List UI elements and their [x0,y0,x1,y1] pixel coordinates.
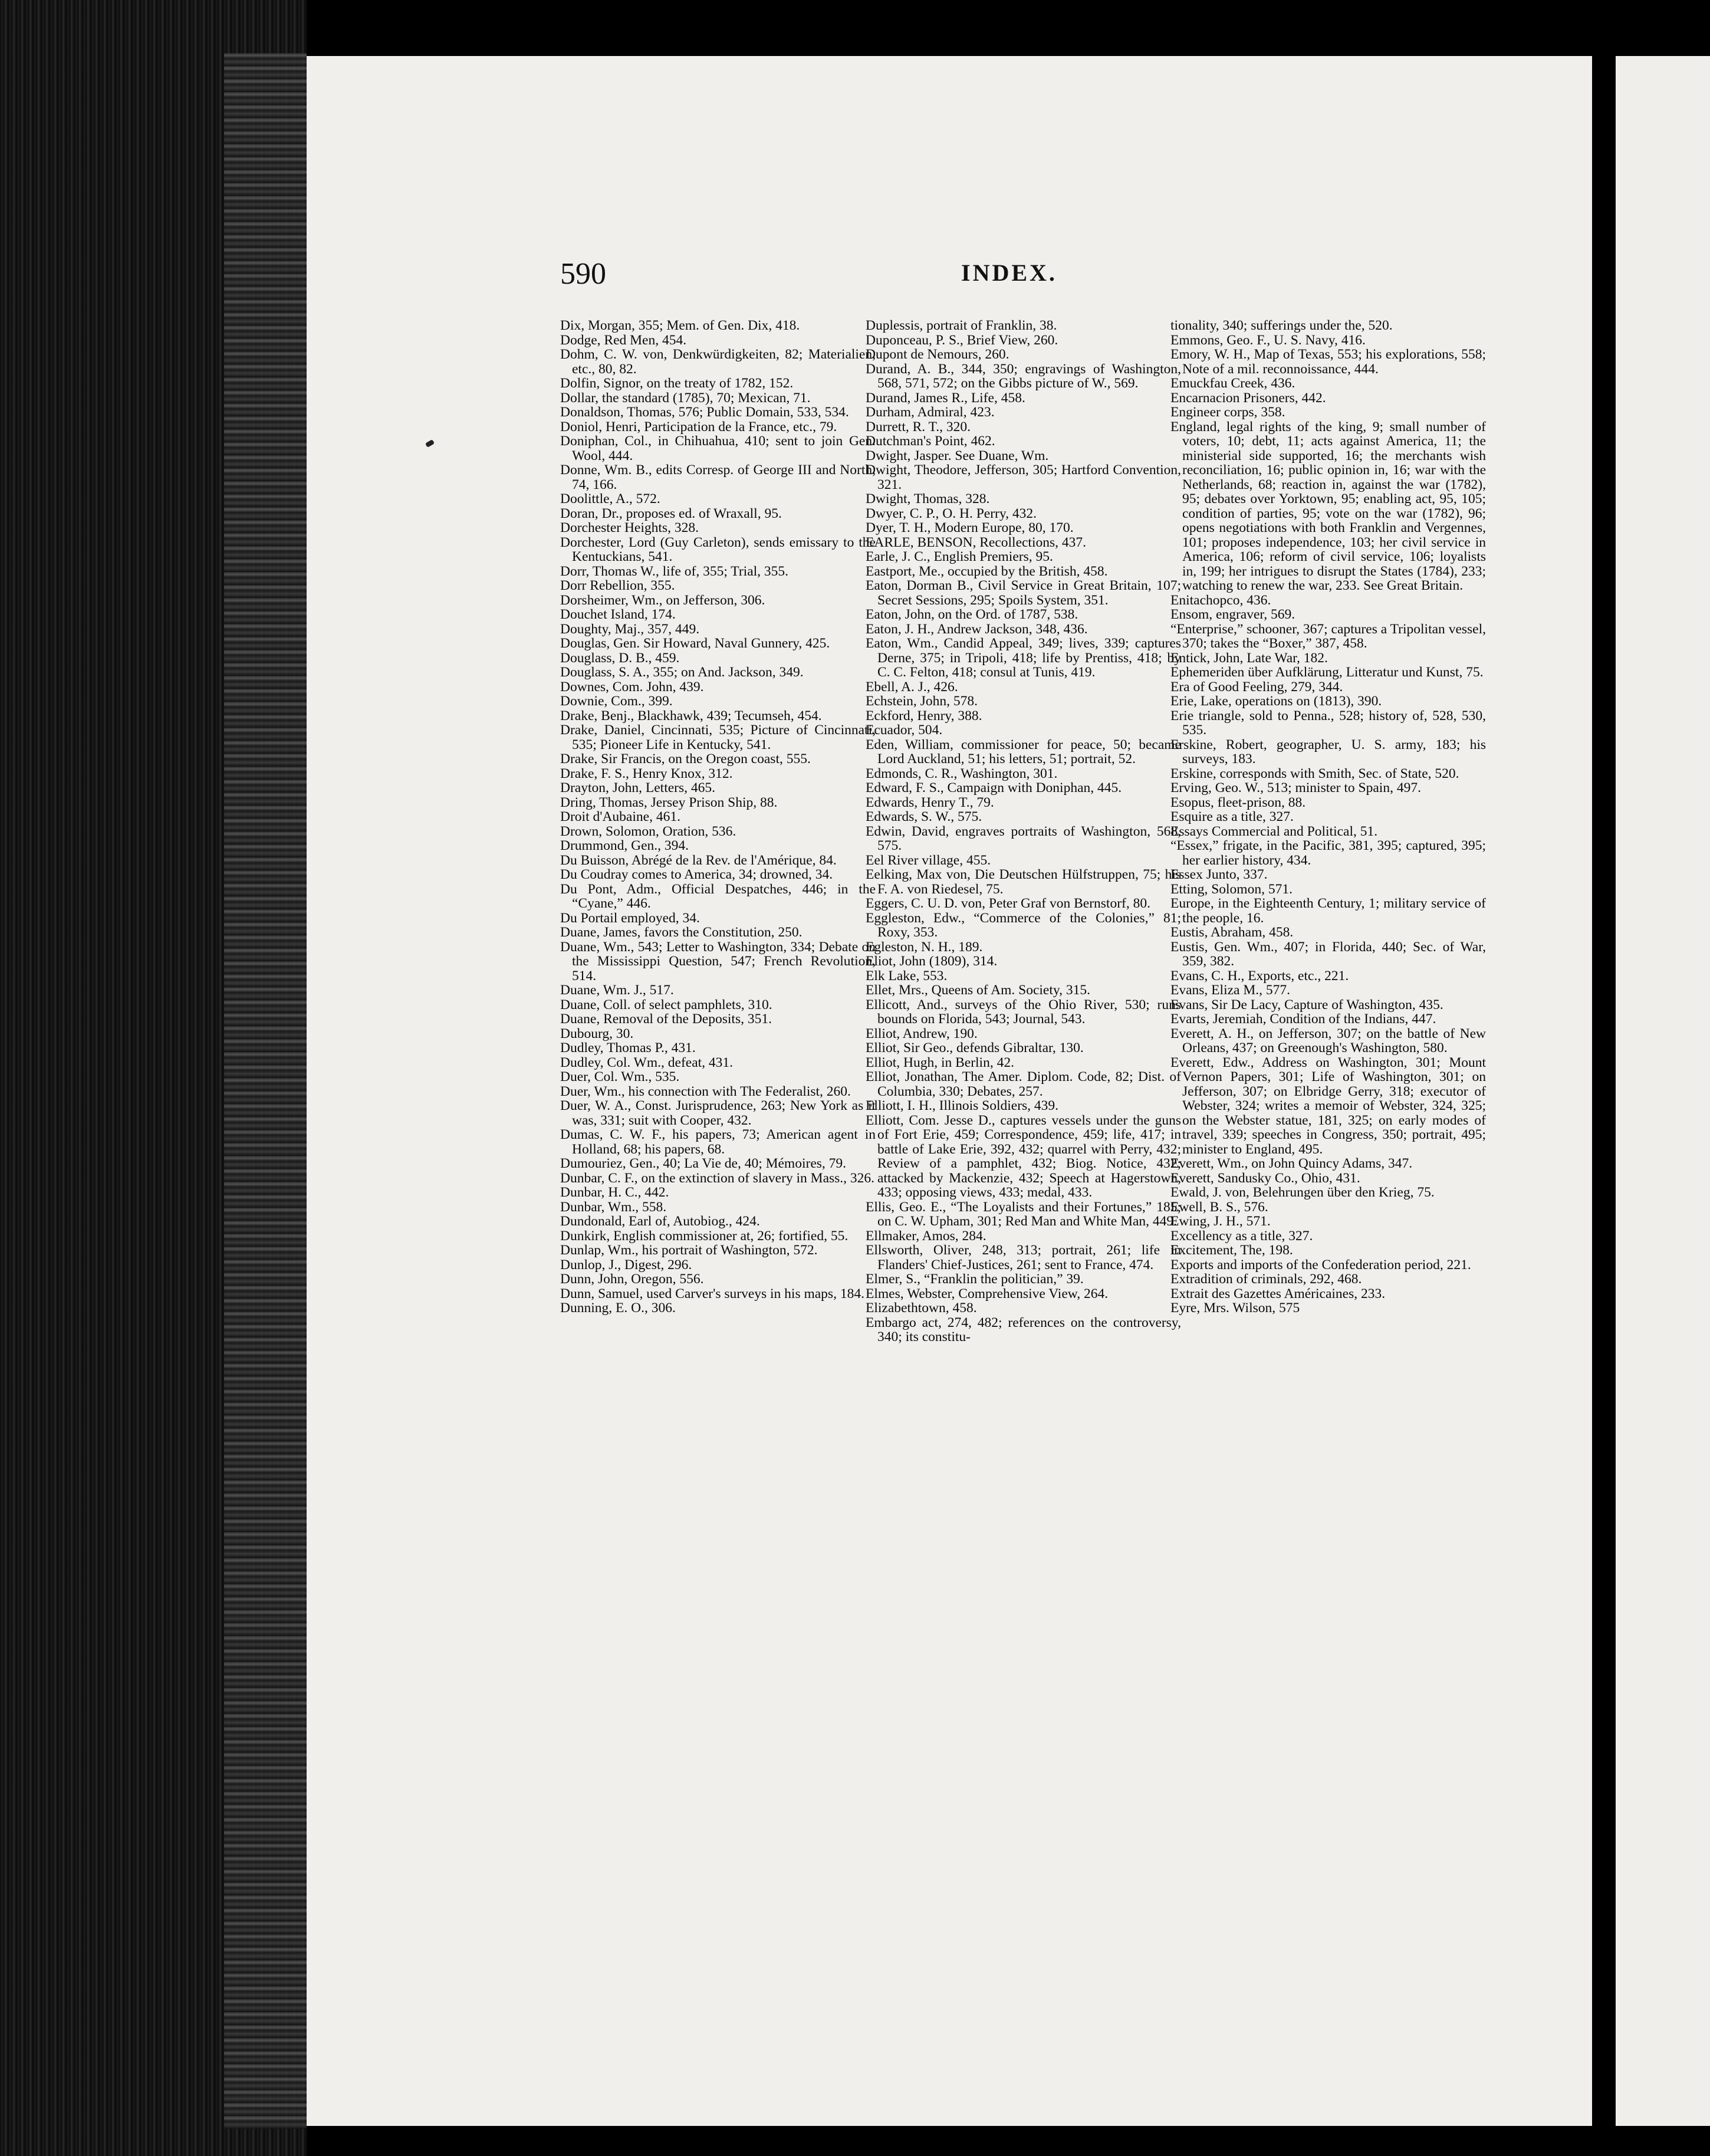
index-entry: Elmer, S., “Franklin the politician,” 39. [866,1271,1084,1287]
index-entry: Eliot, John (1809), 314. [866,954,998,969]
index-entry: Eaton, Dorman B., Civil Service in Great Britain, 107; Secret Sessions, 295; Spoils System, 351. [866,578,1181,608]
index-entry: Everett, Edw., Address on Washington, 301; Mount Vernon Papers, 301; Life of Washington, 301; on Jefferson, 307; on Elbridge Gerry, 318; executor of Webster, 324; writes a memoir of Webster, 324, 325; on the Webster statue, 181, 325; on early modes of travel, 339; speeches in Congress, 350; portrait, 495; minister to England, 495. [1170,1054,1486,1157]
index-entry: Evans, C. H., Exports, etc., 221. [1170,968,1349,984]
index-entry: Drummond, Gen., 394. [560,838,689,853]
index-entry: England, legal rights of the king, 9; small number of voters, 10; debt, 11; acts against America, 11; the ministerial side supported, 16; the merchants wish reconciliation, 16; public opinion in, 16; war with the Netherlands, 68; reaction in, against the war (1782), 95; debates over Yorktown, 95; enabling act, 95, 105; condition of parties, 95; vote on the war (1782), 96; opens negotiations with both Franklin and Vergennes, 101; proposes independence, 103; her civil service in America, 106; reform of civil service, 106; loyalists in, 199; her intrigues to disrupt the States (1784), 233; watching to renew the war, 233. See Great Britain. [1170,419,1486,593]
index-entry: Duer, Col. Wm., 535. [560,1069,680,1084]
index-entry: Eden, William, commissioner for peace, 50; became Lord Auckland, 51; his letters, 51; portrait, 52. [866,737,1181,767]
index-entry: Esquire as a title, 327. [1170,809,1294,824]
index-entry: Eckford, Henry, 388. [866,708,982,724]
index-entry: Ensom, engraver, 569. [1170,607,1295,622]
index-entry: Dollar, the standard (1785), 70; Mexican, 71. [560,390,811,406]
index-entry: Du Portail employed, 34. [560,910,700,926]
index-entry: Dupont de Nemours, 260. [866,347,1009,362]
index-entry: Dodge, Red Men, 454. [560,332,687,348]
index-entry: Excitement, The, 198. [1170,1243,1293,1258]
index-entry: Durrett, R. T., 320. [866,419,971,435]
index-entry: Dwight, Jasper. See Duane, Wm. [866,448,1049,464]
index-entry: Emuckfau Creek, 436. [1170,376,1295,391]
index-entry: Eyre, Mrs. Wilson, 575 [1170,1300,1300,1316]
index-entry: Doolittle, A., 572. [560,491,660,507]
index-entry: Doniphan, Col., in Chihuahua, 410; sent to join Gen. Wool, 444. [560,433,876,464]
index-entry: Dyer, T. H., Modern Europe, 80, 170. [866,520,1074,535]
index-entry: Doughty, Maj., 357, 449. [560,621,700,637]
index-entry: Essays Commercial and Political, 51. [1170,823,1378,839]
index-entry: Eggleston, Edw., “Commerce of the Colonies,” 81; Roxy, 353. [866,910,1181,940]
index-entry: Drake, Sir Francis, on the Oregon coast, 555. [560,751,811,767]
index-entry: Douglass, D. B., 459. [560,650,680,666]
index-entry: Durham, Admiral, 423. [866,405,995,420]
index-entry: Earle, J. C., English Premiers, 95. [866,549,1053,564]
index-entry: Du Buisson, Abrégé de la Rev. de l'Amérique, 84. [560,852,837,868]
index-entry: Eaton, J. H., Andrew Jackson, 348, 436. [866,621,1088,637]
index-entry: Downes, Com. John, 439. [560,679,704,695]
index-entry: Erskine, corresponds with Smith, Sec. of State, 520. [1170,765,1459,781]
index-entry: Drake, Benj., Blackhawk, 439; Tecumseh, 454. [560,708,822,724]
index-entry: Elliot, Hugh, in Berlin, 42. [866,1054,1014,1070]
index-entry: Erving, Geo. W., 513; minister to Spain, 497. [1170,780,1421,796]
index-entry: Duponceau, P. S., Brief View, 260. [866,332,1058,348]
index-entry: Eggers, C. U. D. von, Peter Graf von Bernstorf, 80. [866,896,1150,911]
index-entry: Drayton, John, Letters, 465. [560,780,716,796]
index-entry: Elk Lake, 553. [866,968,948,984]
index-entry: “Enterprise,” schooner, 367; captures a Tripolitan vessel, 370; takes the “Boxer,” 387, 458. [1170,621,1486,651]
index-entry: Doniol, Henri, Participation de la France, etc., 79. [560,419,837,435]
index-entry: Douchet Island, 174. [560,607,676,622]
index-entry: Dunlop, J., Digest, 296. [560,1257,692,1273]
index-entry: Dubourg, 30. [560,1026,634,1041]
index-entry: Dix, Morgan, 355; Mem. of Gen. Dix, 418. [560,318,800,333]
index-entry: Eustis, Gen. Wm., 407; in Florida, 440; Sec. of War, 359, 382. [1170,939,1486,969]
index-entry: Dunlap, Wm., his portrait of Washington, 572. [560,1243,818,1258]
page-number: 590 [560,257,606,291]
index-entry: Duane, Wm., 543; Letter to Washington, 334; Debate on the Mississippi Question, 547; French Revolution, 514. [560,939,876,984]
index-entry: Exports and imports of the Confederation period, 221. [1170,1257,1471,1273]
index-entry: Emory, W. H., Map of Texas, 553; his explorations, 558; Note of a mil. reconnoissance, 444. [1170,347,1486,377]
index-entry: Dring, Thomas, Jersey Prison Ship, 88. [560,794,778,810]
index-entry: Ewing, J. H., 571. [1170,1214,1271,1229]
index-entry: Dorr Rebellion, 355. [560,578,675,593]
index-entry: Elliott, I. H., Illinois Soldiers, 439. [866,1098,1059,1113]
index-entry: Evarts, Jeremiah, Condition of the Indians, 447. [1170,1011,1436,1027]
index-entry: Edmonds, C. R., Washington, 301. [866,765,1058,781]
index-entry: Drown, Solomon, Oration, 536. [560,823,736,839]
index-entry: Duplessis, portrait of Franklin, 38. [866,318,1057,333]
index-entry: Douglass, S. A., 355; on And. Jackson, 349. [560,665,804,680]
index-entry: Encarnacion Prisoners, 442. [1170,390,1326,406]
index-entry: EARLE, BENSON, Recollections, 437. [866,534,1087,550]
index-entry: Ewell, B. S., 576. [1170,1199,1268,1215]
index-entry: Dorchester, Lord (Guy Carleton), sends emissary to the Kentuckians, 541. [560,534,876,564]
index-entry: Erskine, Robert, geographer, U. S. army, 183; his surveys, 183. [1170,737,1486,767]
page-title: INDEX. [961,259,1057,286]
index-entry: Dudley, Col. Wm., defeat, 431. [560,1054,734,1070]
index-entry: Eaton, Wm., Candid Appeal, 349; lives, 339; captures Derne, 375; in Tripoli, 418; life by Prentiss, 418; by C. C. Felton, 418; consul at Tunis, 419. [866,636,1181,680]
index-entry: Dumas, C. W. F., his papers, 73; American agent in Holland, 68; his papers, 68. [560,1127,876,1157]
index-entry: Elliot, Jonathan, The Amer. Diplom. Code, 82; Dist. of Columbia, 330; Debates, 257. [866,1069,1181,1099]
index-entry: Dutchman's Point, 462. [866,433,995,449]
index-entry: Doran, Dr., proposes ed. of Wraxall, 95. [560,505,782,521]
index-entry: Dunn, Samuel, used Carver's surveys in his maps, 184. [560,1286,864,1302]
index-entry: Downie, Com., 399. [560,694,673,709]
index-entry: Elliot, Andrew, 190. [866,1026,978,1041]
index-entry: Dunbar, H. C., 442. [560,1185,669,1200]
index-column-2 [866,318,1181,1345]
index-entry: Dolfin, Signor, on the treaty of 1782, 152. [560,376,794,391]
index-entry: Edwards, S. W., 575. [866,809,982,824]
index-entry: Extradition of criminals, 292, 468. [1170,1271,1362,1287]
index-entry: Etting, Solomon, 571. [1170,881,1293,897]
index-entry: Douglas, Gen. Sir Howard, Naval Gunnery, 425. [560,636,830,651]
index-entry: Dunbar, C. F., on the extinction of slavery in Mass., 326. [560,1170,875,1186]
index-entry: Eustis, Abraham, 458. [1170,925,1294,940]
index-entry: Dwight, Theodore, Jefferson, 305; Hartford Convention, 321. [866,462,1181,492]
index-entry: Everett, Sandusky Co., Ohio, 431. [1170,1170,1360,1186]
index-entry: Dorchester Heights, 328. [560,520,699,535]
index-entry: Excellency as a title, 327. [1170,1228,1313,1244]
index-entry: Drake, Daniel, Cincinnati, 535; Picture of Cincinnati, 535; Pioneer Life in Kentucky, 541. [560,722,876,752]
index-entry: Eaton, John, on the Ord. of 1787, 538. [866,607,1078,622]
index-entry: Dwight, Thomas, 328. [866,491,990,507]
index-entry: Du Coudray comes to America, 34; drowned, 34. [560,867,833,882]
index-entry: Durand, A. B., 344, 350; engravings of Washington, 568, 571, 572; on the Gibbs picture of W., 569. [866,361,1181,391]
index-entry: Essex Junto, 337. [1170,867,1268,882]
index-entry: Embargo act, 274, 482; references on the controversy, 340; its constitu- [866,1314,1181,1345]
index-entry: Echstein, John, 578. [866,694,978,709]
index-entry: Evans, Eliza M., 577. [1170,982,1290,998]
index-entry: Dohm, C. W. von, Denkwürdigkeiten, 82; Materialien, etc., 80, 82. [560,347,876,377]
index-entry: Duer, W. A., Const. Jurisprudence, 263; New York as it was, 331; suit with Cooper, 432. [560,1098,876,1128]
index-entry: Donaldson, Thomas, 576; Public Domain, 533, 534. [560,405,849,420]
index-entry: Duane, Removal of the Deposits, 351. [560,1011,772,1027]
index-entry: Extrait des Gazettes Américaines, 233. [1170,1286,1386,1302]
page-edges [224,53,307,2129]
index-entry: Dorsheimer, Wm., on Jefferson, 306. [560,592,765,608]
index-entry: Everett, Wm., on John Quincy Adams, 347. [1170,1156,1413,1171]
running-head [560,257,1415,292]
index-entry: Dunning, E. O., 306. [560,1300,676,1316]
index-entry: “Essex,” frigate, in the Pacific, 381, 395; captured, 395; her earlier history, 434. [1170,838,1486,868]
index-entry: Ewald, J. von, Belehrungen über den Krieg, 75. [1170,1185,1435,1200]
index-entry: Esopus, fleet-prison, 88. [1170,794,1306,810]
index-entry: Ecuador, 504. [866,722,943,738]
index-entry: Entick, John, Late War, 182. [1170,650,1328,666]
index-entry: Erie, Lake, operations on (1813), 390. [1170,694,1382,709]
index-entry: Eel River village, 455. [866,852,991,868]
index-entry: Dwyer, C. P., O. H. Perry, 432. [866,505,1037,521]
index-entry: Ellmaker, Amos, 284. [866,1228,986,1244]
index-entry: Dunbar, Wm., 558. [560,1199,667,1215]
index-entry: Eelking, Max von, Die Deutschen Hülfstruppen, 75; his F. A. von Riedesel, 75. [866,867,1181,897]
index-entry: Ellis, Geo. E., “The Loyalists and their Fortunes,” 185; on C. W. Upham, 301; Red Man and White Man, 449. [866,1199,1181,1229]
index-entry: Emmons, Geo. F., U. S. Navy, 416. [1170,332,1366,348]
index-entry: Dunn, John, Oregon, 556. [560,1271,704,1287]
index-entry: Edwards, Henry T., 79. [866,794,994,810]
index-column-3 [1170,318,1486,1316]
index-entry: Dunkirk, English commissioner at, 26; fortified, 55. [560,1228,849,1244]
index-entry: Enitachopco, 436. [1170,592,1271,608]
index-entry: Ellsworth, Oliver, 248, 313; portrait, 261; life in Flanders' Chief-Justices, 261; sent to France, 474. [866,1243,1181,1273]
index-entry: Edwin, David, engraves portraits of Washington, 568, 575. [866,823,1181,853]
index-entry: Du Pont, Adm., Official Despatches, 446; in the “Cyane,” 446. [560,881,876,911]
index-entry: Duane, Coll. of select pamphlets, 310. [560,997,772,1013]
index-entry: Engineer corps, 358. [1170,405,1285,420]
index-entry: Duane, Wm. J., 517. [560,982,674,998]
index-entry: Droit d'Aubaine, 461. [560,809,680,824]
index-entry: Elliot, Sir Geo., defends Gibraltar, 130. [866,1040,1084,1056]
index-entry: Dundonald, Earl of, Autobiog., 424. [560,1214,760,1229]
index-entry: Erie triangle, sold to Penna., 528; history of, 528, 530, 535. [1170,708,1486,738]
index-column-1 [560,318,876,1316]
index-entry: Ebell, A. J., 426. [866,679,958,695]
index-entry: Edward, F. S., Campaign with Doniphan, 445. [866,780,1122,796]
index-entry: Dumouriez, Gen., 40; La Vie de, 40; Mémoires, 79. [560,1156,847,1171]
index-entry: Dorr, Thomas W., life of, 355; Trial, 355. [560,563,789,579]
index-entry: Egleston, N. H., 189. [866,939,983,955]
index-entry: Evans, Sir De Lacy, Capture of Washington, 435. [1170,997,1443,1013]
index-entry: Dudley, Thomas P., 431. [560,1040,696,1056]
index-entry: Ephemeriden über Aufklärung, Litteratur und Kunst, 75. [1170,665,1484,680]
index-entry: Europe, in the Eighteenth Century, 1; military service of the people, 16. [1170,896,1486,926]
index-entry: Drake, F. S., Henry Knox, 312. [560,765,733,781]
index-entry: Eastport, Me., occupied by the British, 458. [866,563,1108,579]
index-entry: Elizabethtown, 458. [866,1300,977,1316]
index-entry: Everett, A. H., on Jefferson, 307; on the battle of New Orleans, 437; on Greenough's Washington, 580. [1170,1026,1486,1056]
index-entry: Durand, James R., Life, 458. [866,390,1025,406]
index-entry: Era of Good Feeling, 279, 344. [1170,679,1343,695]
index-entry: Ellet, Mrs., Queens of Am. Society, 315. [866,982,1090,998]
index-entry: tionality, 340; sufferings under the, 520. [1170,318,1393,333]
index-entry: Elmes, Webster, Comprehensive View, 264. [866,1286,1109,1302]
index-entry: Ellicott, And., surveys of the Ohio River, 530; runs bounds on Florida, 543; Journal, 543. [866,997,1181,1027]
index-entry: Duer, Wm., his connection with The Federalist, 260. [560,1083,851,1099]
index-entry: Donne, Wm. B., edits Corresp. of George III and North, 74, 166. [560,462,876,492]
facing-page-edge [1616,56,1710,2126]
index-entry: Duane, James, favors the Constitution, 250. [560,925,803,940]
index-entry: Elliott, Com. Jesse D., captures vessels under the guns of Fort Erie, 459; Correspondence, 459; life, 417; in battle of Lake Erie, 392, 432; quarrel with Perry, 432; Review of a pamphlet, 432; Biog. Notice, 432; attacked by Mackenzie, 432; Speech at Hagerstown, 433; opposing views, 433; medal, 433. [866,1112,1181,1200]
